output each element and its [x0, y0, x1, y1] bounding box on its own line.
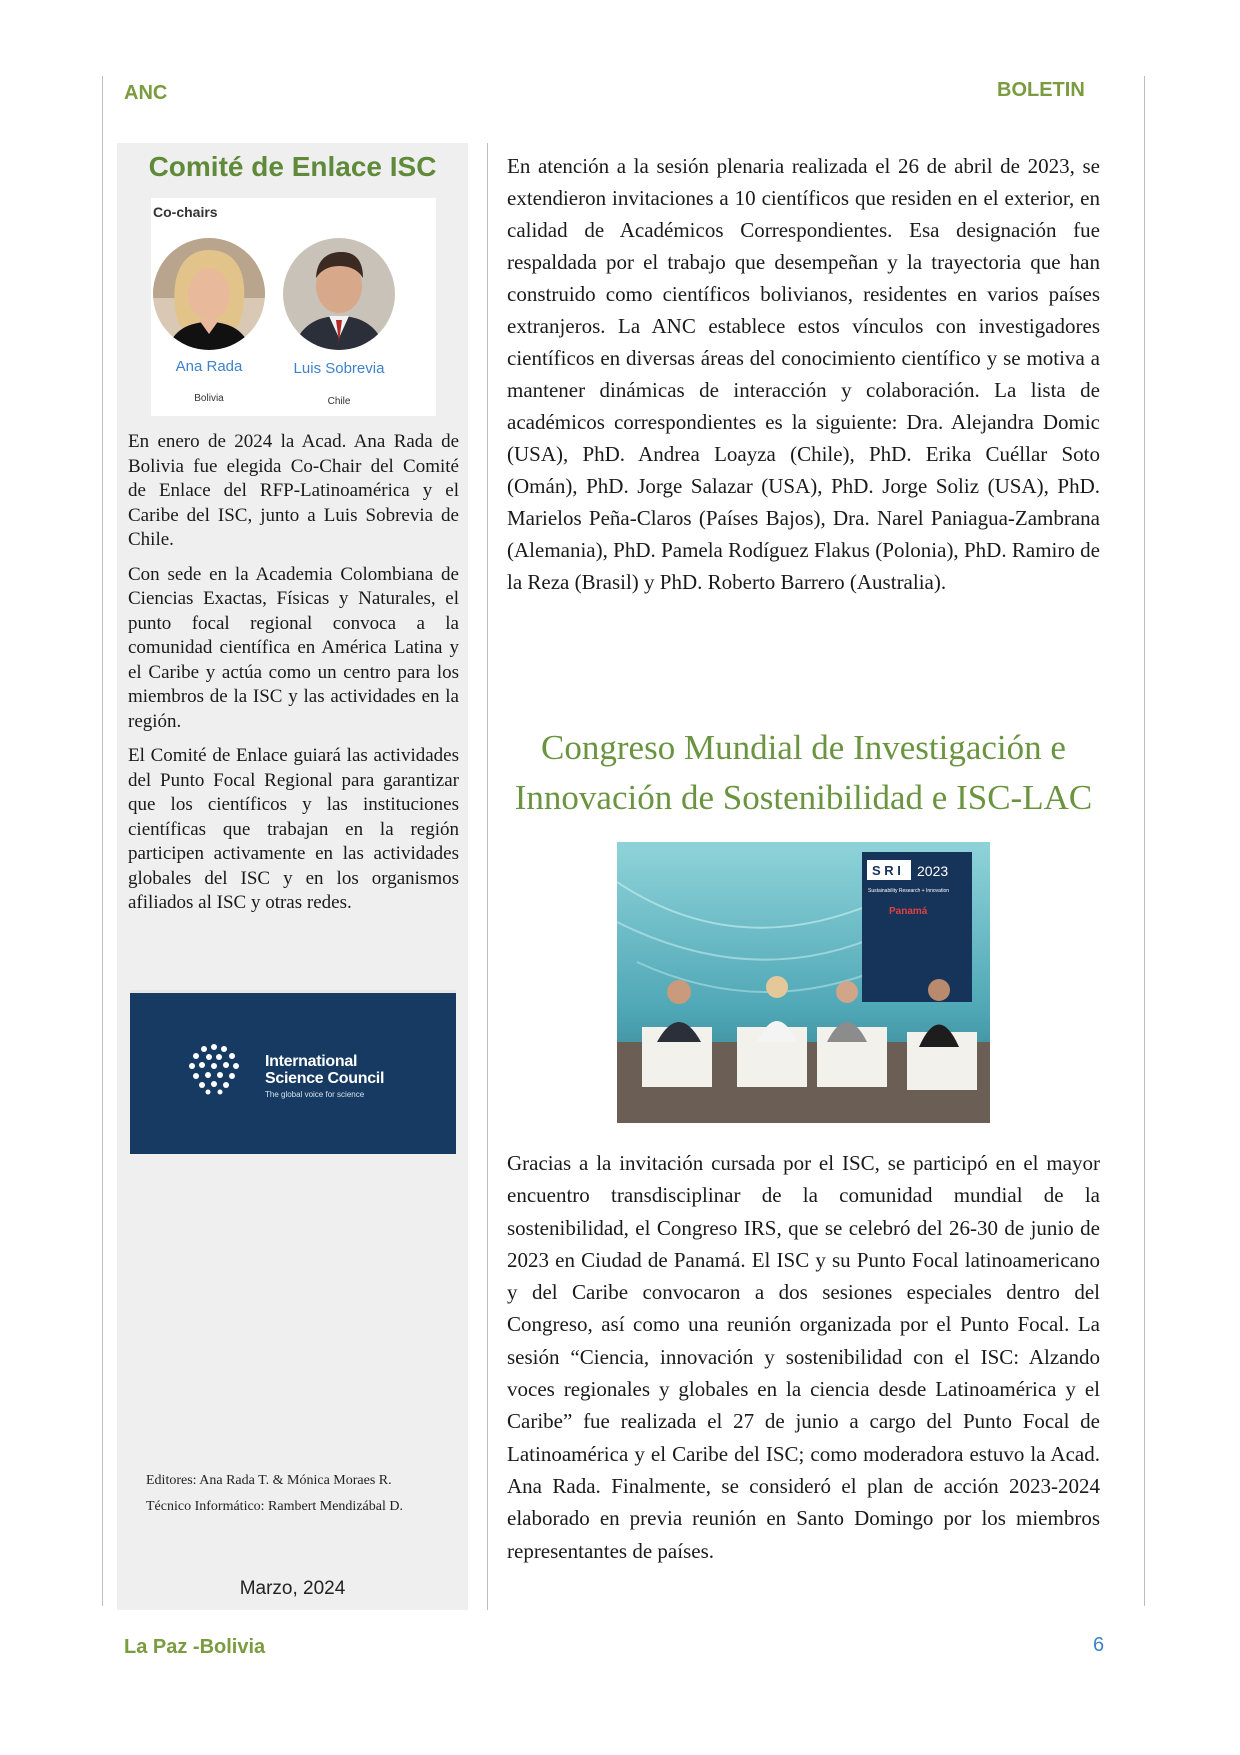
header-left: ANC [124, 82, 168, 104]
avatar-luis-sobrevia [283, 238, 395, 350]
isc-logo-name-line2: Science Council [265, 1070, 385, 1087]
section-title [500, 723, 1107, 823]
photo-banner-logo: S R I [872, 863, 901, 878]
editors-credit: Editores: Ana Rada T. & Mónica Moraes R. [146, 1473, 392, 1488]
sidebar-paragraph: Con sede en la Academia Colombiana de Ciencias Exactas, Físicas y Naturales, el punto focal regional convoca a la comunidad científica en América Latina y el Caribe y actúa como un centro para los miembros de la ISC y las actividades en la región. [128, 563, 459, 732]
photo-banner-city: Panamá [889, 906, 928, 917]
sidebar-paragraph: En enero de 2024 la Acad. Ana Rada de Bolivia fue elegida Co-Chair del Comité de Enlace del RFP-Latinoamérica y el Caribe del ISC, junto a Luis Sobrevia de Chile. [128, 431, 459, 550]
section-title-line2: Innovación de Sostenibilidad e ISC-LAC [514, 778, 1093, 817]
intro-paragraph: En atención a la sesión plenaria realizada el 26 de abril de 2023, se extendieron invitaciones a 10 científicos que residen en el exterior, en calidad de Académicos Correspondientes. Esa designación fue respaldada por el trabajo que desempeñan y la trayectoria que han construido como científicos bolivianos, residentes en varios países extranjeros. La ANC establece estos vínculos con investigadores científicos en diversas áreas del conocimiento científico y se motiva a mantener dinámicas de interacción y colaboración. La lista de académicos correspondientes es la siguiente: Dra. Alejandra Domic (USA), PhD. Andrea Loayza (Chile), PhD. Erika Cuéllar Soto (Omán), PhD. Jorge Salazar (USA), PhD. Jorge Soliz (USA), PhD. Marielos Peña-Claros (Países Bajos), Dra. Narel Paniagua-Zambrana (Alemania), PhD. Pamela Rodíguez Flakus (Polonia), PhD. Ramiro de la Reza (Brasil) y PhD. Roberto Barrero (Australia). [507, 154, 1100, 594]
cochairs-image [151, 198, 436, 416]
cochairs-label: Co-chairs [153, 204, 218, 220]
sidebar [117, 143, 468, 1610]
isc-logo-name-line1: International [265, 1053, 358, 1070]
page-number: 6 [1093, 1634, 1105, 1656]
isc-logo [130, 990, 456, 1154]
avatar-ana-rada [153, 238, 265, 350]
photo-banner-year: 2023 [917, 863, 949, 879]
photo-banner-sub: Sustainability Research + Innovation [868, 888, 950, 894]
cochair-country-2: Chile [327, 396, 351, 407]
cochair-country-1: Bolivia [194, 393, 224, 404]
sidebar-title: Comité de Enlace ISC [148, 151, 437, 182]
issue-date: Marzo, 2024 [239, 1578, 346, 1599]
section-title-line1: Congreso Mundial de Investigación e [541, 728, 1066, 767]
conference-photo [617, 842, 990, 1123]
isc-dots-icon [188, 1043, 240, 1095]
tech-credit: Técnico Informático: Rambert Mendizábal D. [146, 1499, 403, 1514]
footer-location: La Paz -Bolivia [124, 1636, 266, 1658]
cochair-name-1: Ana Rada [175, 358, 243, 375]
cochair-name-2: Luis Sobrevia [293, 360, 385, 377]
right-margin-rule [1144, 76, 1145, 1606]
sidebar-text [128, 430, 459, 926]
left-margin-rule [102, 76, 103, 1606]
header-right: BOLETIN [997, 79, 1085, 101]
sidebar-paragraph: El Comité de Enlace guiará las actividades del Punto Focal Regional para garantizar que los científicos y las instituciones científicas que trabajan en la región participen activamente en las actividades globales del ISC y en los organismos afiliados al ISC y otras redes. [128, 745, 459, 913]
column-divider [487, 143, 488, 1610]
isc-logo-tagline: The global voice for science [265, 1090, 365, 1099]
body-paragraph: Gracias a la invitación cursada por el ISC, se participó en el mayor encuentro transdisciplinar de la comunidad mundial de la sostenibilidad, el Congreso IRS, que se celebró del 26-30 de junio de 2023 en Ciudad de Panamá. El ISC y su Punto Focal latinoamericano y del Caribe convocaron a dos sesiones especiales dentro del Congreso, así como una reunión organizada por el Punto Focal. La sesión “Ciencia, innovación y sostenibilidad con el ISC: Alzando voces regionales y globales en la ciencia desde Latinoamérica y el Caribe” fue realizada el 27 de junio a cargo del Punto Focal de Latinoamérica y el Caribe del ISC; como moderadora estuvo la Acad. Ana Rada. Finalmente, se consideró el plan de acción 2023-2024 elaborado en previa reunión en Santo Domingo por los miembros representantes de países. [507, 1151, 1100, 1563]
isc-logo-name [265, 1053, 384, 1087]
